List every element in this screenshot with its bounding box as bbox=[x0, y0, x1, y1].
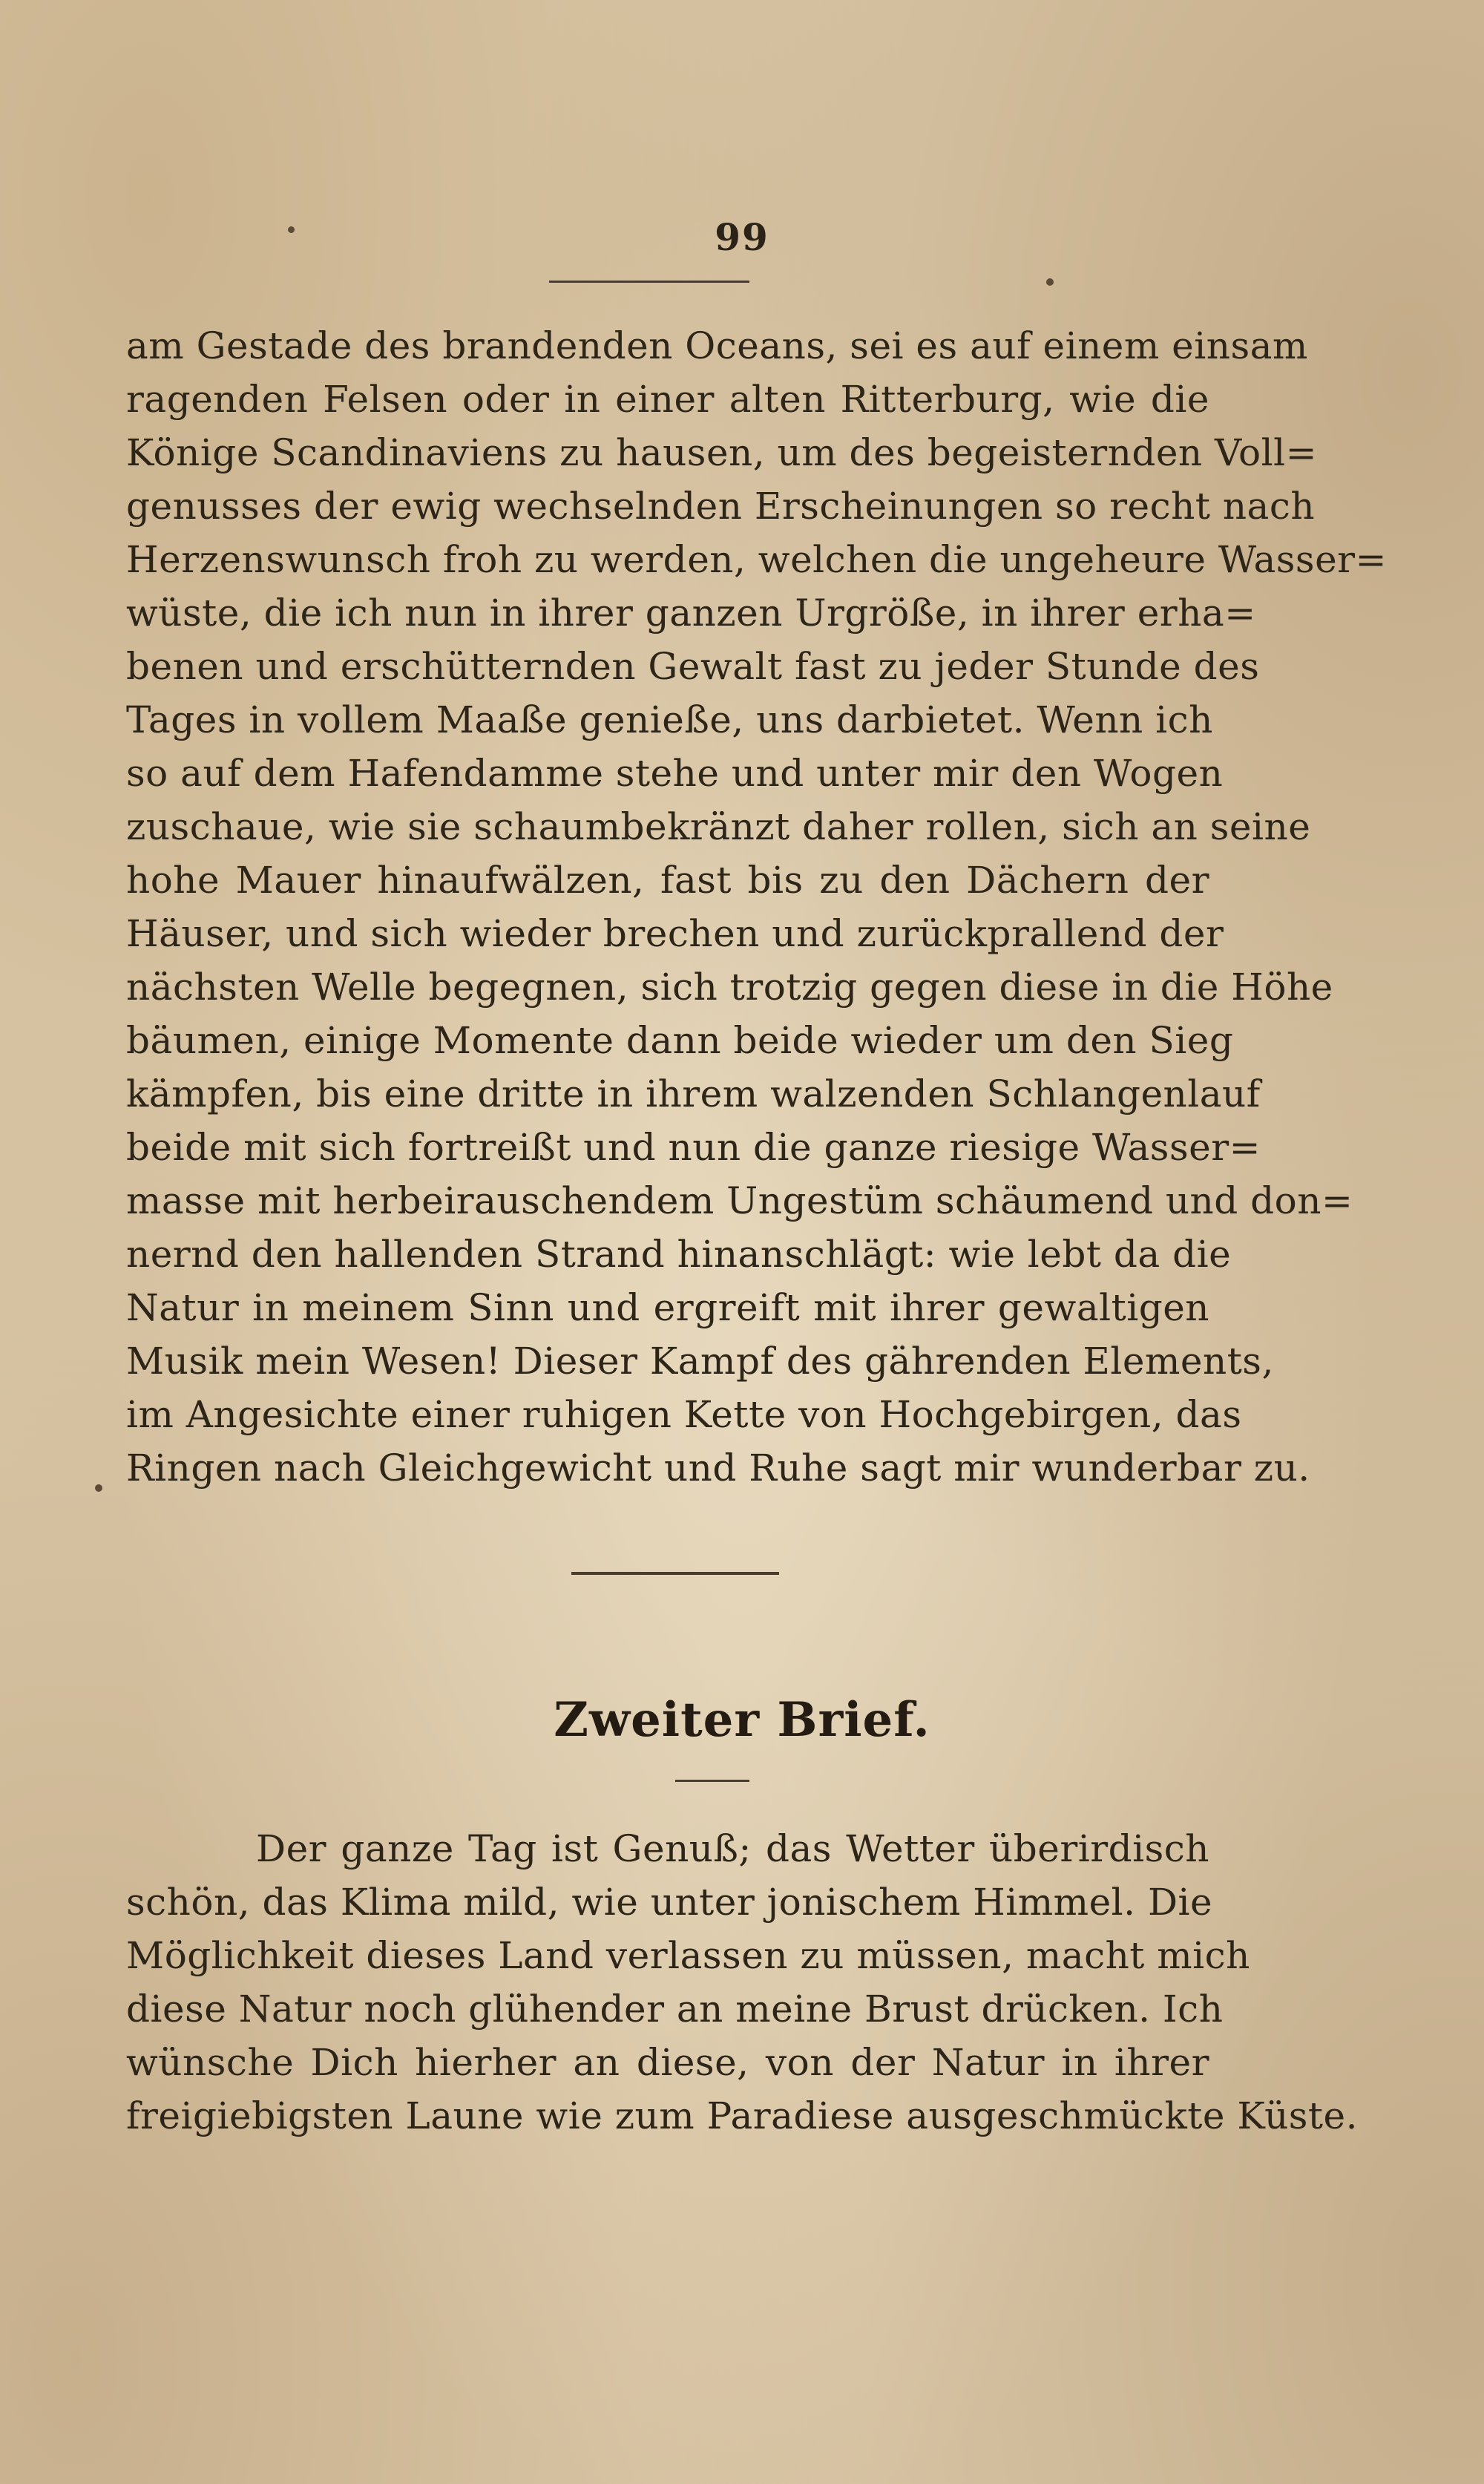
page-number: 99 bbox=[715, 215, 769, 259]
text-line: hohe Mauer hinaufwälzen, fast bis zu den Dächern der bbox=[126, 859, 1209, 902]
section-divider bbox=[571, 1572, 779, 1575]
text-line: Herzenswunsch froh zu werden, welchen die ungeheure Wasser= bbox=[126, 538, 1387, 581]
heading-underline bbox=[675, 1780, 749, 1782]
text-line: nernd den hallenden Strand hinanschlägt: wie lebt da die bbox=[126, 1233, 1232, 1276]
text-line: am Gestade des brandenden Oceans, sei es auf einem einsam bbox=[126, 324, 1308, 367]
text-line: zuschaue, wie sie schaumbekränzt daher rollen, sich an seine bbox=[126, 805, 1311, 848]
text-line: schön, das Klima mild, wie unter jonischem Himmel. Die bbox=[126, 1881, 1213, 1924]
text-line: Häuser, und sich wieder brechen und zurückprallend der bbox=[126, 912, 1224, 955]
second-letter-text bbox=[126, 1822, 1359, 2143]
text-line: bäumen, einige Momente dann beide wieder um den Sieg bbox=[126, 1019, 1234, 1062]
text-line: beide mit sich fortreißt und nun die ganze riesige Wasser= bbox=[126, 1126, 1261, 1169]
letter-end-text bbox=[126, 319, 1387, 1495]
text-line: diese Natur noch glühender an meine Brust drücken. Ich bbox=[126, 1987, 1224, 2031]
text-line: im Angesichte einer ruhigen Kette von Hochgebirgen, das bbox=[126, 1393, 1242, 1436]
text-line: kämpfen, bis eine dritte in ihrem walzenden Schlangenlauf bbox=[126, 1072, 1261, 1115]
text-line: Natur in meinem Sinn und ergreift mit ihrer gewaltigen bbox=[126, 1286, 1209, 1329]
paragraph-first-line: Der ganze Tag ist Genuß; das Wetter überirdisch bbox=[256, 1827, 1209, 1870]
text-line: masse mit herbeirauschendem Ungestüm schäumend und don= bbox=[126, 1179, 1353, 1222]
text-line-last: Ringen nach Gleichgewicht und Ruhe sagt mir wunderbar zu. bbox=[126, 1446, 1310, 1490]
text-line: wünsche Dich hierher an diese, von der Natur in ihrer bbox=[126, 2041, 1209, 2084]
section-heading: Zweiter Brief. bbox=[554, 1692, 930, 1748]
text-line: wüste, die ich nun in ihrer ganzen Urgröße, in ihrer erha= bbox=[126, 591, 1256, 635]
text-line: ragenden Felsen oder in einer alten Ritterburg, wie die bbox=[126, 378, 1209, 421]
ink-spot bbox=[95, 1484, 102, 1492]
text-line: Könige Scandinaviens zu hausen, um des begeisternden Voll= bbox=[126, 431, 1318, 474]
ink-spot bbox=[1046, 278, 1054, 286]
text-line: Tages in vollem Maaße genieße, uns darbietet. Wenn ich bbox=[126, 698, 1213, 741]
text-line: Musik mein Wesen! Dieser Kampf des gährenden Elements, bbox=[126, 1340, 1274, 1383]
text-line: nächsten Welle begegnen, sich trotzig gegen diese in die Höhe bbox=[126, 966, 1333, 1009]
header-rule bbox=[549, 281, 749, 283]
text-line: genusses der ewig wechselnden Erscheinungen so recht nach bbox=[126, 485, 1316, 528]
text-line: so auf dem Hafendamme stehe und unter mir den Wogen bbox=[126, 752, 1224, 795]
text-line: freigiebigsten Laune wie zum Paradiese ausgeschmückte Küste. bbox=[126, 2094, 1359, 2137]
text-line: benen und erschütternden Gewalt fast zu jeder Stunde des bbox=[126, 645, 1260, 688]
text-line: Möglichkeit dieses Land verlassen zu müssen, macht mich bbox=[126, 1934, 1250, 1977]
